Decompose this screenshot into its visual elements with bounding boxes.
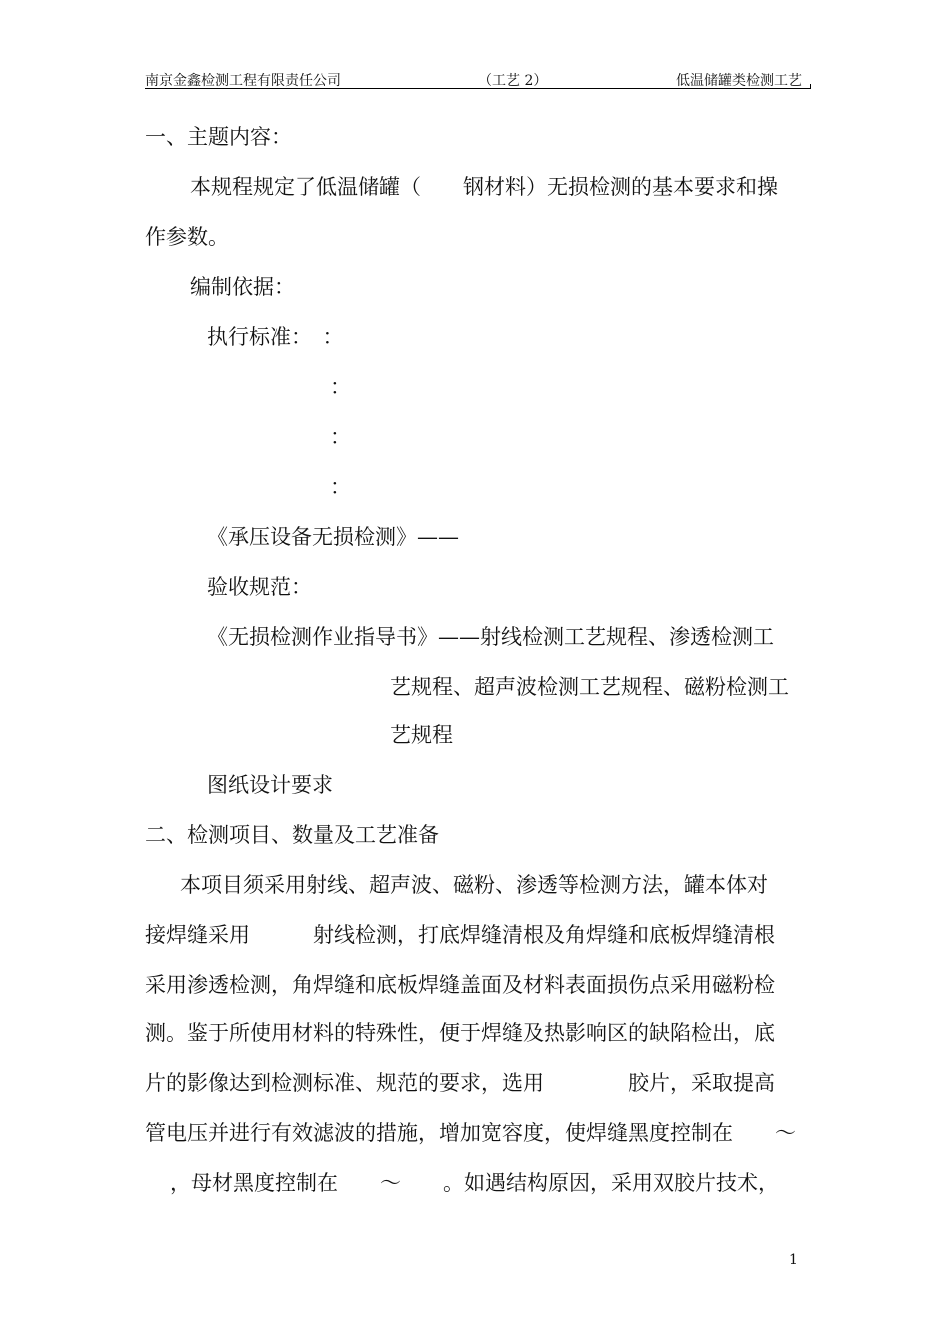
header-doc-title: 低温储罐类检测工艺 [676, 73, 802, 89]
paragraph-line: 采用渗透检测，角焊缝和底板焊缝盖面及材料表面损伤点采用磁粉检 [145, 973, 775, 997]
drawing-requirement: 图纸设计要求 [207, 773, 333, 797]
standard-item: ： [330, 475, 351, 499]
guide-reference-cont: 艺规程 [390, 723, 453, 747]
paragraph-line: 管电压并进行有效滤波的措施，增加宽容度，使焊缝黑度控制在 ～ [145, 1121, 796, 1145]
standard-item: ： [330, 375, 351, 399]
header-rule-end-mark [810, 84, 811, 89]
paragraph-line: 本规程规定了低温储罐（ 钢材料）无损检测的基本要求和操 [190, 175, 778, 199]
acceptance-label: 验收规范： [207, 575, 312, 599]
standard-reference: 《承压设备无损检测》—— [207, 525, 459, 549]
basis-heading: 编制依据： [190, 275, 295, 299]
header-company: 南京金鑫检测工程有限责任公司 [145, 73, 341, 89]
guide-reference: 《无损检测作业指导书》——射线检测工艺规程、渗透检测工 [207, 625, 774, 649]
paragraph-line: 接焊缝采用 射线检测，打底焊缝清根及角焊缝和底板焊缝清根 [145, 923, 775, 947]
paragraph-line: 作参数。 [145, 225, 229, 249]
header-doc-code: （工艺 2） [478, 73, 548, 89]
guide-reference-cont: 艺规程、超声波检测工艺规程、磁粉检测工 [390, 675, 789, 699]
paragraph-line: ，母材黑度控制在 ～ 。如遇结构原因，采用双胶片技术， [170, 1171, 779, 1195]
page-number: 1 [789, 1252, 798, 1268]
standard-item: ： [330, 425, 351, 449]
paragraph-line: 片的影像达到检测标准、规范的要求，选用 胶片，采取提高 [145, 1071, 775, 1095]
standard-label: 执行标准： ： [207, 325, 344, 349]
section-1-heading: 一、主题内容： [145, 125, 292, 149]
section-2-heading: 二、检测项目、数量及工艺准备 [145, 823, 439, 847]
paragraph-line: 测。鉴于所使用材料的特殊性，便于焊缝及热影响区的缺陷检出，底 [145, 1021, 775, 1045]
header-rule [145, 88, 811, 89]
paragraph-line: 本项目须采用射线、超声波、磁粉、渗透等检测方法，罐本体对 [180, 873, 768, 897]
